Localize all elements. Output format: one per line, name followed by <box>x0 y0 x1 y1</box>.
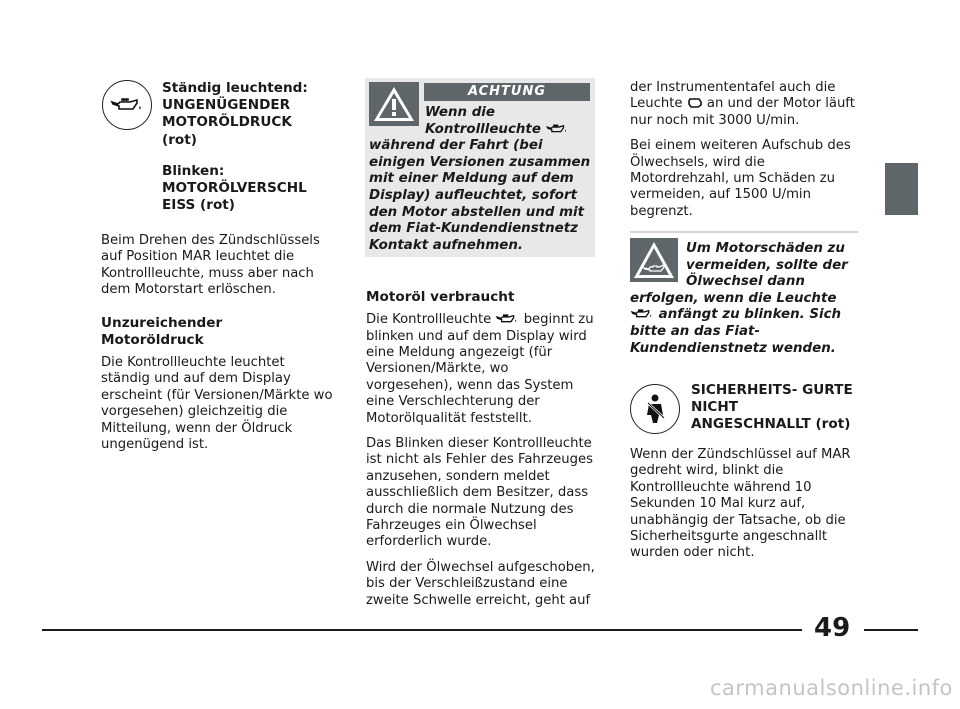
note-part-b <box>630 291 862 357</box>
right-separator <box>630 231 858 233</box>
middle-paragraph-1-b: beginnt zu blinken und auf dem Display wird eine Meldung angezeigt (für Versionen/Märkte, wo vorgesehen), wenn das System eine Verschlechterung der Motorölqualität feststellt. <box>366 312 594 426</box>
engine-failure-icon <box>687 97 703 109</box>
right-paragraph-1-a: der Instrumententafel auch die Leuchte <box>630 80 836 112</box>
oil-used-heading: Motoröl verbraucht <box>366 289 515 305</box>
middle-paragraph-3: Wird der Ölwechsel aufgeschoben, bis der Verschleißzustand eine zweite Schwelle erreicht, geht auf <box>366 559 595 608</box>
status-blink-value-a: MOTORÖLVERSCHL <box>162 180 307 197</box>
warn-line-2 <box>369 122 591 139</box>
seatbelt-title: SICHERHEITS- GURTE NICHT ANGESCHNALLT (rot) <box>691 382 853 433</box>
right-paragraph-1 <box>630 80 862 129</box>
note-part-a: Um Motorschäden zu vermeiden, sollte der Ölwechsel dann <box>686 241 848 290</box>
oil-can-icon <box>630 308 654 320</box>
engine-damage-note <box>630 241 862 357</box>
page-number: 49 <box>814 613 851 643</box>
footer-rule-left <box>42 629 802 631</box>
achtung-header: ACHTUNG <box>424 83 590 101</box>
oil-pressure-icon-circle <box>102 80 152 130</box>
seatbelt-title-block <box>691 382 861 434</box>
right-text-block <box>630 80 862 220</box>
right-paragraph-1-b: an und der Motor läuft nur noch mit 3000 U/min. <box>630 96 855 128</box>
warn-rest: während der Fahrt (bei einigen Versionen zusammen mit einer Meldung auf dem Display) aufleuchtet, sofort den Motor abstellen und mit dem Fiat-Kundendienstnetz Kontakt aufnehmen. <box>369 138 591 253</box>
status-steady-value: UNGENÜGENDER MOTORÖLDRUCK (rot) <box>162 97 292 148</box>
chapter-tab <box>885 163 918 215</box>
seatbelt-icon <box>640 393 670 425</box>
left-paragraph-1: Beim Drehen des Zündschlüssels auf Position MAR leuchtet die Kontrollleuchte, muss aber nach dem Motorstart erlöschen. <box>101 233 320 298</box>
note-part-b2: anfängt zu blinken. Sich bitte an das Fiat-Kundendienstnetz wenden. <box>630 307 842 356</box>
watermark: carmanualsonline.info <box>710 676 953 700</box>
left-text-block <box>101 233 333 453</box>
middle-paragraph-2: Das Blinken dieser Kontrollleuchte ist nicht als Fehler des Fahrzeuges anzusehen, sondern meldet ausschließlich dem Besitzer, dass durch die normale Nutzung des Fahrzeuges ein Ölwechsel erforderlich wurde. <box>366 436 593 550</box>
status-blink-value-b: EISS (rot) <box>162 197 236 214</box>
oil-can-icon <box>546 123 568 135</box>
seatbelt-text-block <box>630 447 862 562</box>
warn-line-1: Wenn die <box>425 105 495 120</box>
status-blink-label: Blinken: <box>162 162 225 179</box>
footer-rule-right <box>864 629 918 631</box>
middle-paragraph-1-a: Die Kontrollleuchte <box>366 312 492 328</box>
middle-paragraph-1 <box>366 312 598 427</box>
achtung-warning-text <box>369 105 591 254</box>
left-status-block <box>162 80 332 214</box>
warn-line-2-text: Kontrollleuchte <box>425 121 541 137</box>
section-heading-b: Motoröldruck <box>101 331 204 348</box>
section-heading-a: Unzureichender <box>101 314 223 331</box>
right-paragraph-2: Bei einem weiteren Aufschub des Ölwechsels, wird die Motordrehzahl, um Schäden zu vermeiden, auf 1500 U/min begrenzt. <box>630 138 851 219</box>
middle-text-block <box>366 289 598 609</box>
seatbelt-paragraph: Wenn der Zündschlüssel auf MAR gedreht wird, blinkt die Kontrollleuchte während 10 Sekunden 10 Mal kurz auf, unabhängig der Tatsache, ob die Sicherheitsgurte angeschnallt wurden oder nicht. <box>630 447 851 561</box>
oil-can-icon <box>495 313 519 325</box>
left-paragraph-2: Die Kontrollleuchte leuchtet ständig und auf dem Display erscheint (für Versionen/Märkte wo vorgesehen) gleichzeitig die Mitteilung, wenn der Öldruck ungenügend ist. <box>101 355 333 453</box>
status-steady-label: Ständig leuchtend: <box>162 80 308 96</box>
oil-can-icon <box>110 96 144 114</box>
note-part-b1: erfolgen, wenn die Leuchte <box>630 290 837 306</box>
seatbelt-icon-circle <box>630 384 680 434</box>
